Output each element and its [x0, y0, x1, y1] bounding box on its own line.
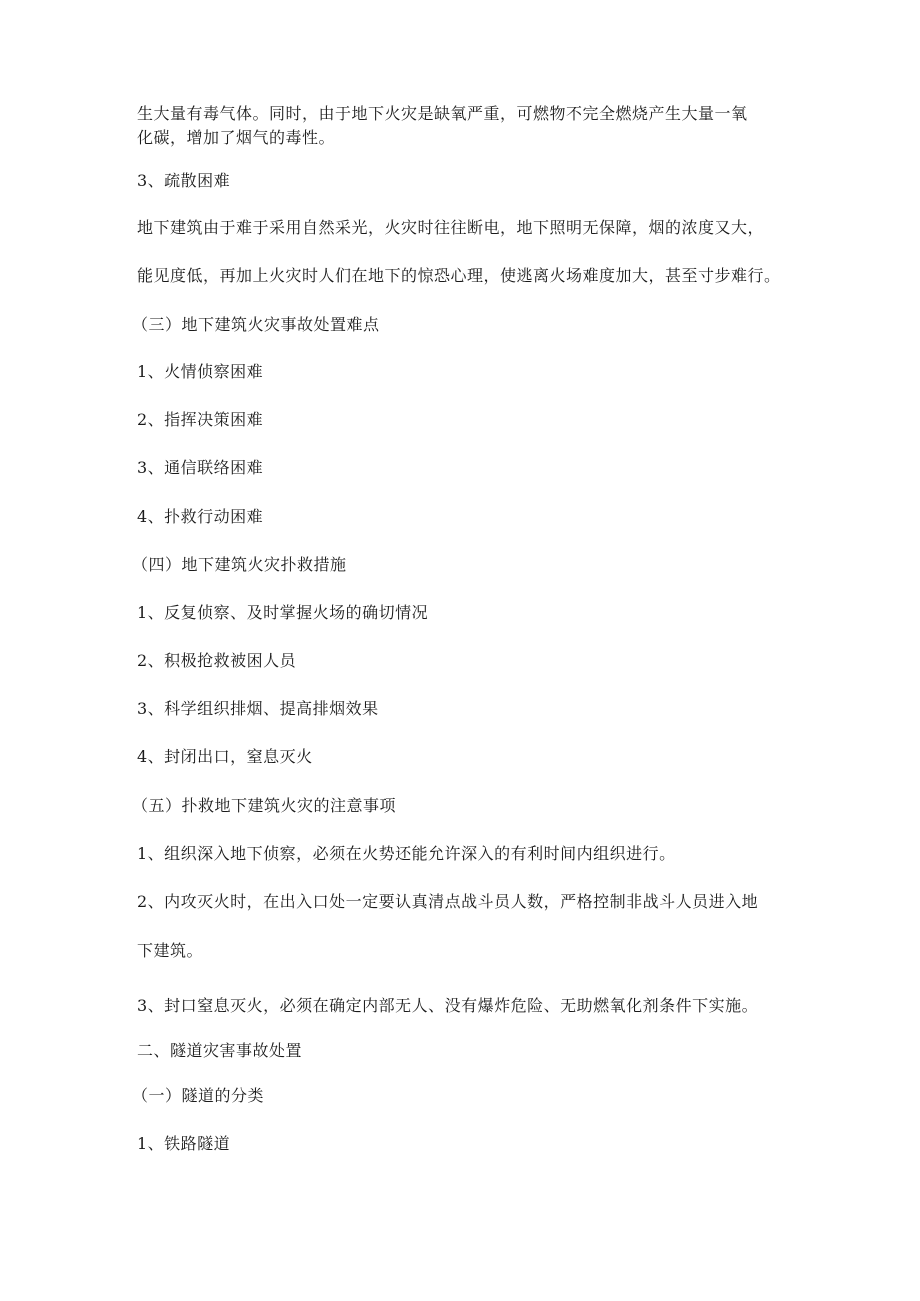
- list-item: 1、铁路隧道: [137, 1134, 231, 1153]
- list-item: 2、积极抢救被困人员: [137, 651, 297, 670]
- section-heading-1: （一）隧道的分类: [132, 1086, 265, 1105]
- list-item: 3、通信联络困难: [137, 458, 264, 477]
- subheading-evacuation: 3、疏散困难: [137, 171, 231, 190]
- list-item: 2、指挥决策困难: [137, 410, 264, 429]
- section-heading-4: （四）地下建筑火灾扑救措施: [132, 555, 347, 574]
- paragraph-line-2: 化碳，增加了烟气的毒性。: [137, 128, 336, 147]
- list-item: 4、封闭出口，窒息灭火: [137, 747, 313, 766]
- section-heading-3: （三）地下建筑火灾事故处置难点: [132, 315, 380, 334]
- list-item: 2、内攻灭火时，在出入口处一定要认真清点战斗员人数，严格控制非战斗人员进入地: [137, 892, 759, 911]
- list-item: 4、扑救行动困难: [137, 507, 264, 526]
- list-item: 1、反复侦察、及时掌握火场的确切情况: [137, 603, 429, 622]
- paragraph-line-1: 生大量有毒气体。同时，由于地下火灾是缺氧严重，可燃物不完全燃烧产生大量一氧: [137, 104, 748, 123]
- list-item: 3、封口窒息灭火，必须在确定内部无人、没有爆炸危险、无助燃氧化剂条件下实施。: [137, 996, 759, 1015]
- paragraph-line-4: 能见度低，再加上火灾时人们在地下的惊恐心理，使逃离火场难度加大，甚至寸步难行。: [137, 266, 781, 285]
- section-heading-5: （五）扑救地下建筑火灾的注意事项: [132, 796, 397, 815]
- list-item: 3、科学组织排烟、提高排烟效果: [137, 699, 379, 718]
- list-item: 1、组织深入地下侦察，必须在火势还能允许深入的有利时间内组织进行。: [137, 844, 676, 863]
- paragraph-line-3: 地下建筑由于难于采用自然采光，火灾时往往断电，地下照明无保障，烟的浓度又大，: [137, 218, 765, 237]
- list-item: 1、火情侦察困难: [137, 362, 264, 381]
- chapter-heading-2: 二、隧道灾害事故处置: [137, 1041, 303, 1060]
- list-item-continuation: 下建筑。: [137, 941, 204, 960]
